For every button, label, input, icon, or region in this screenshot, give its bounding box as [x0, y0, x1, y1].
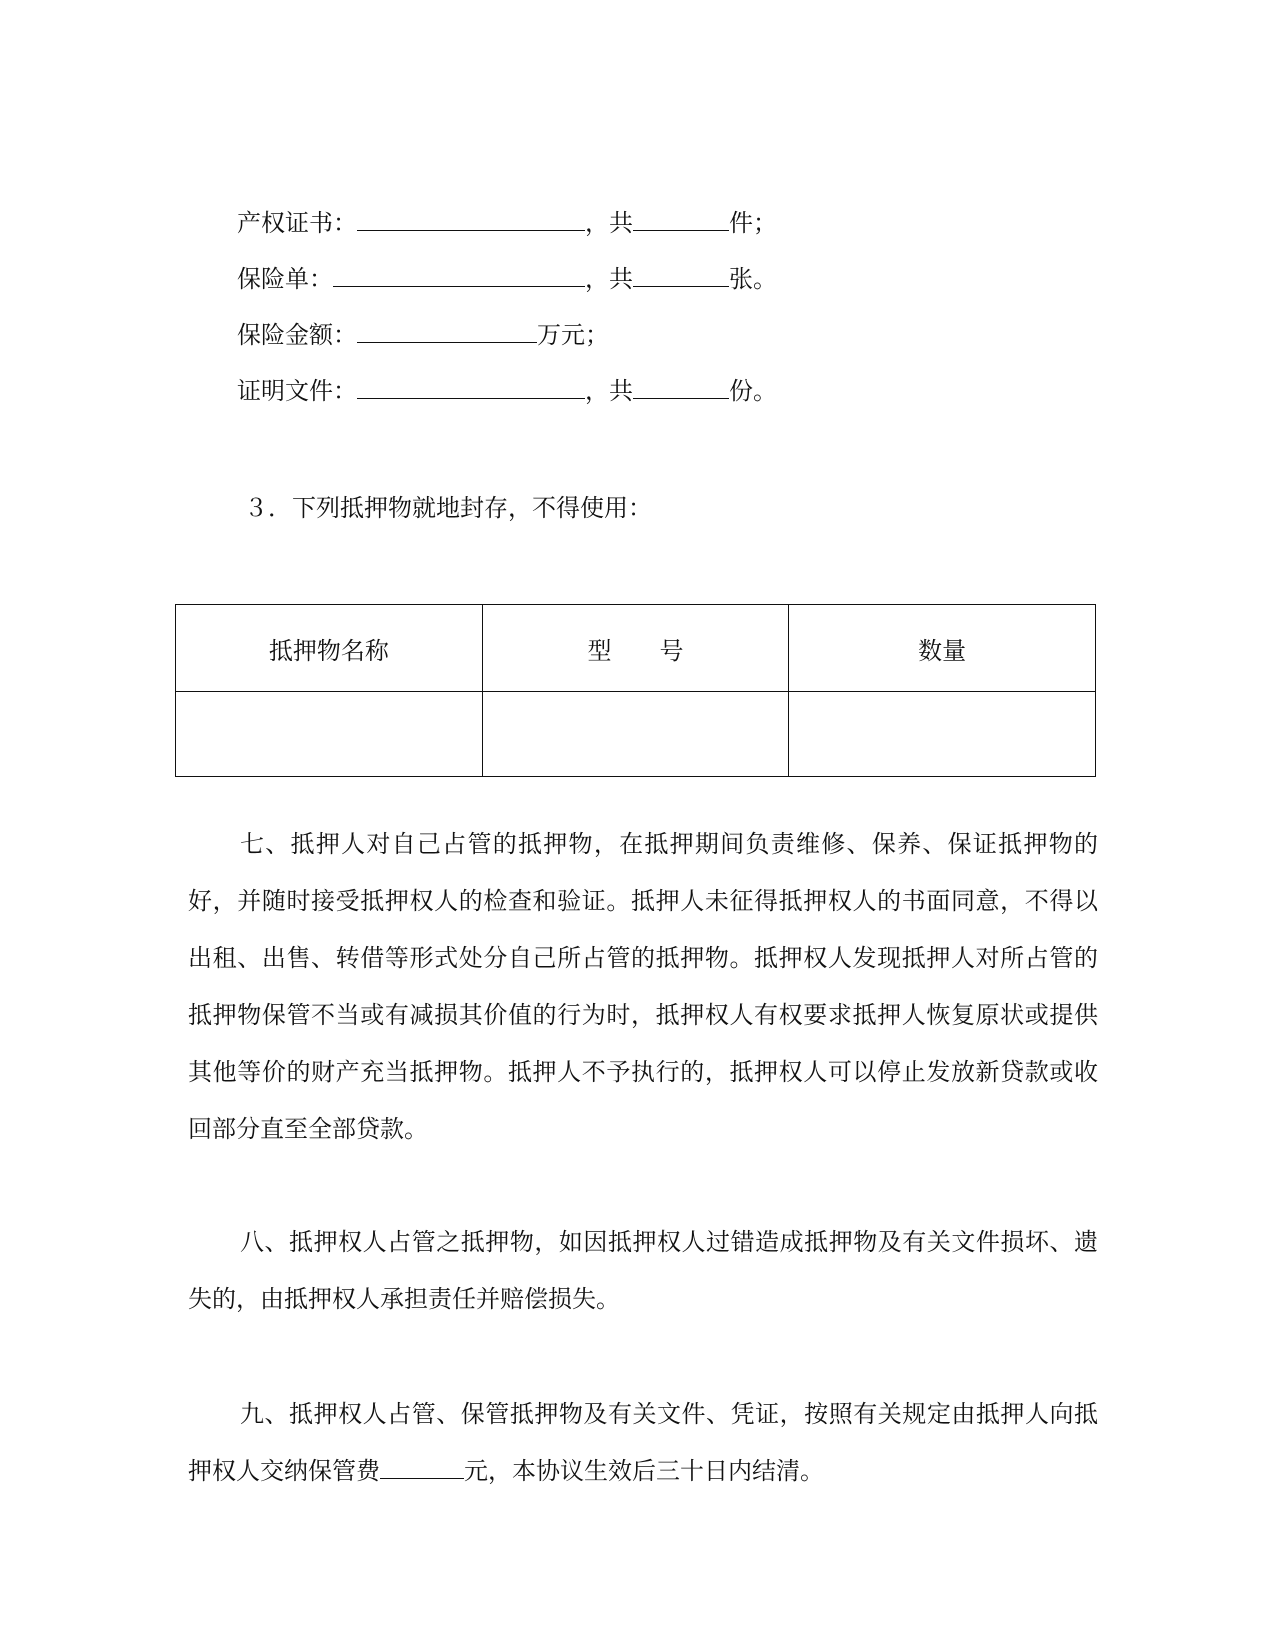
certificate-docs-count-blank[interactable]	[633, 374, 729, 399]
storage-fee-blank[interactable]	[380, 1454, 464, 1479]
header-collateral-name: 抵押物名称	[176, 605, 483, 692]
property-certificate-unit: 件；	[729, 209, 777, 237]
certificate-docs-label: 证明文件：	[237, 377, 357, 405]
insurance-policy-line	[237, 262, 777, 295]
insurance-amount-blank[interactable]	[357, 318, 537, 343]
clause-8: 八、抵押权人占管之抵押物，如因抵押权人过错造成抵押物及有关文件损坏、遗失的，由抵押权人承担责任并赔偿损失。	[188, 1228, 1098, 1313]
insurance-policy-sep: ，共	[585, 265, 633, 293]
certificate-docs-blank[interactable]	[357, 374, 585, 399]
cell-quantity[interactable]	[789, 692, 1096, 777]
insurance-policy-count-blank[interactable]	[633, 262, 729, 287]
property-certificate-line	[237, 206, 777, 239]
item-3-heading: ３．下列抵押物就地封存，不得使用：	[244, 494, 652, 522]
clause-9-text-before: 九、抵押权人占管、保管抵押物及有关文件、凭证，按照有关规定由抵押人向抵押权人交纳保管费	[188, 1400, 1098, 1485]
header-model: 型 号	[482, 605, 789, 692]
cell-collateral-name[interactable]	[176, 692, 483, 777]
clause-9	[188, 1386, 1098, 1500]
property-certificate-label: 产权证书：	[237, 209, 357, 237]
clause-9-text-after: 元，本协议生效后三十日内结清。	[464, 1457, 824, 1485]
table-row	[176, 692, 1096, 777]
insurance-amount-line	[237, 318, 609, 351]
collateral-table	[175, 604, 1096, 777]
insurance-policy-unit: 张。	[729, 265, 777, 293]
insurance-policy-blank[interactable]	[333, 262, 585, 287]
certificate-docs-sep: ，共	[585, 377, 633, 405]
insurance-policy-label: 保险单：	[237, 265, 333, 293]
header-quantity: 数量	[789, 605, 1096, 692]
insurance-amount-label: 保险金额：	[237, 321, 357, 349]
table-header-row	[176, 605, 1096, 692]
certificate-docs-line	[237, 374, 777, 407]
clause-7: 七、抵押人对自己占管的抵押物，在抵押期间负责维修、保养、保证抵押物的好，并随时接受抵押权人的检查和验证。抵押人未征得抵押权人的书面同意，不得以出租、出售、转借等形式处分自己所占管的抵押物。抵押权人发现抵押人对所占管的抵押物保管不当或有减损其价值的行为时，抵押权人有权要求抵押人恢复原状或提供其他等价的财产充当抵押物。抵押人不予执行的，抵押权人可以停止发放新贷款或收回部分直至全部贷款。	[188, 830, 1098, 1143]
certificate-docs-unit: 份。	[729, 377, 777, 405]
property-certificate-blank[interactable]	[357, 206, 585, 231]
property-certificate-sep: ，共	[585, 209, 633, 237]
property-certificate-count-blank[interactable]	[633, 206, 729, 231]
cell-model[interactable]	[482, 692, 789, 777]
insurance-amount-unit: 万元；	[537, 321, 609, 349]
